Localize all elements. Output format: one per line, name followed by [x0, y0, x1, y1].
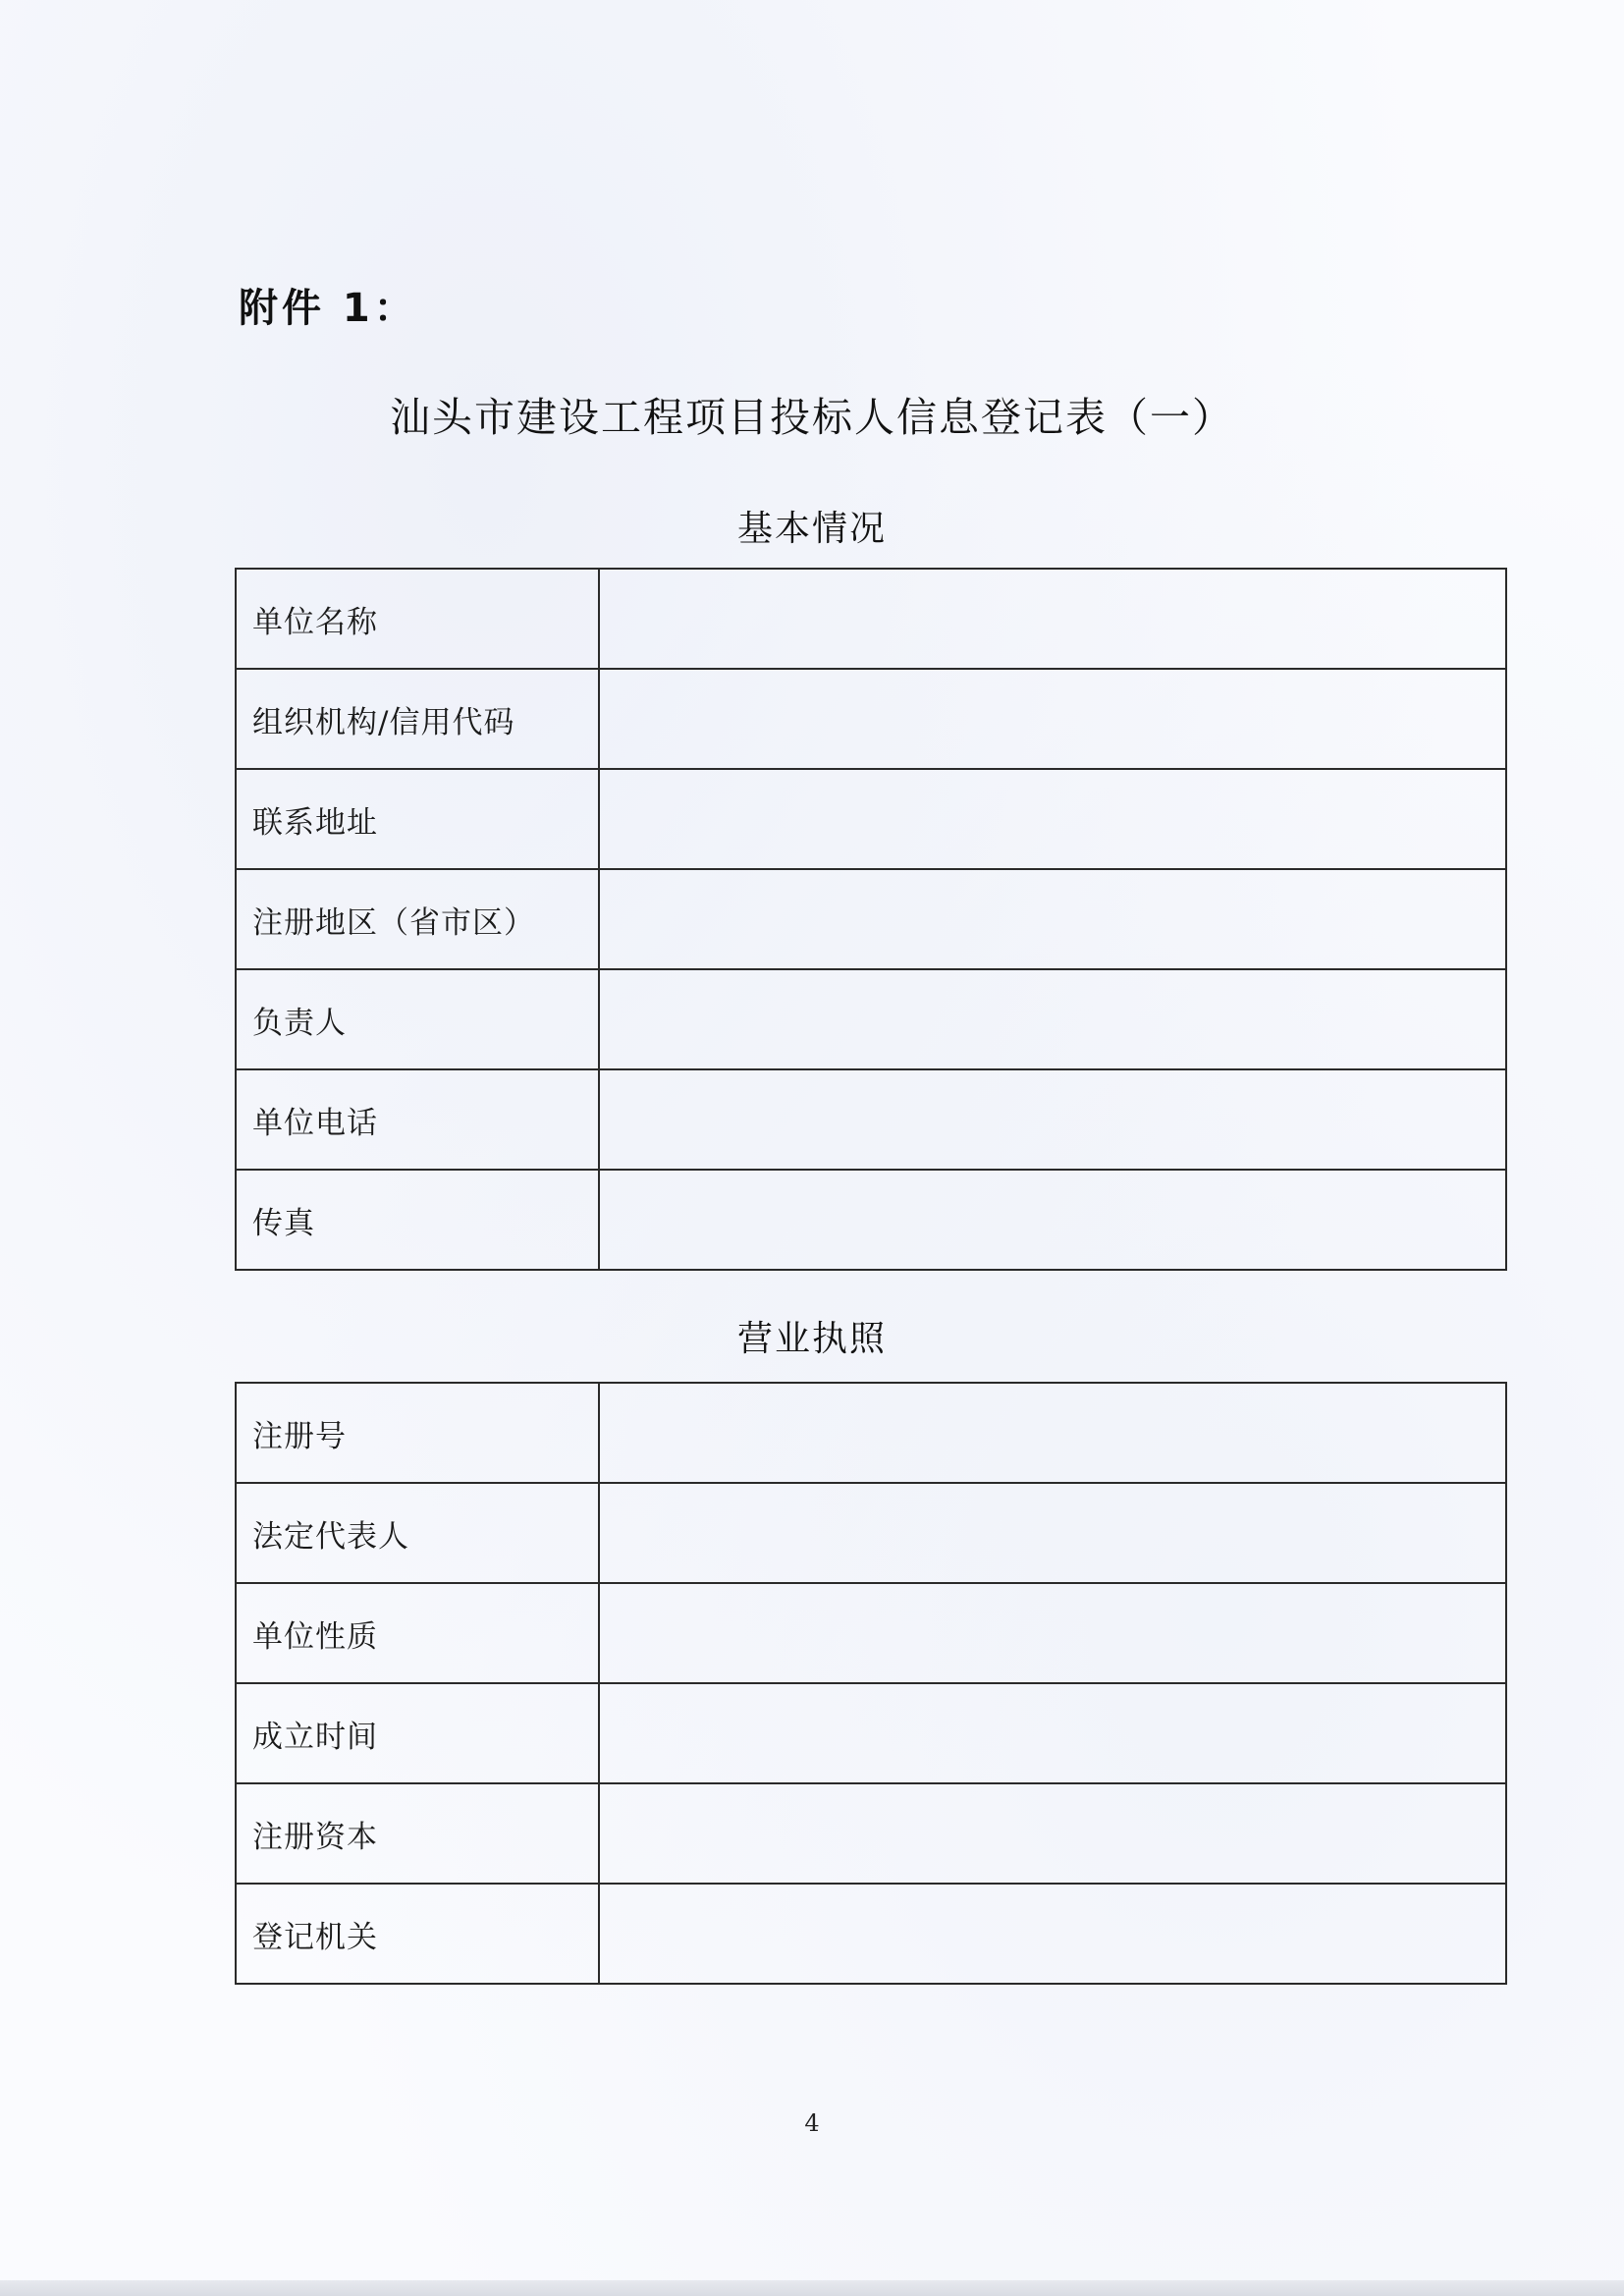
person-in-charge-field[interactable] [599, 969, 1506, 1069]
table-row [236, 669, 1506, 769]
table-row [236, 1069, 1506, 1170]
fax-field[interactable] [599, 1170, 1506, 1270]
unit-nature-field[interactable] [599, 1583, 1506, 1683]
row-label-org-code: 组织机构/信用代码 [236, 669, 599, 769]
row-label-registration-region: 注册地区（省市区） [236, 869, 599, 969]
table-row [236, 1583, 1506, 1683]
legal-representative-field[interactable] [599, 1483, 1506, 1583]
table-row [236, 1383, 1506, 1483]
table-row [236, 1483, 1506, 1583]
table-row [236, 1683, 1506, 1783]
page-number: 4 [804, 2109, 820, 2137]
table-row [236, 1884, 1506, 1984]
attachment-label: 附件 1： [239, 286, 417, 331]
row-label-fax: 传真 [236, 1170, 599, 1270]
row-label-unit-name: 单位名称 [236, 569, 599, 669]
establishment-date-field[interactable] [599, 1683, 1506, 1783]
contact-address-field[interactable] [599, 769, 1506, 869]
row-label-registration-number: 注册号 [236, 1383, 599, 1483]
table-row [236, 569, 1506, 669]
table-row [236, 769, 1506, 869]
org-code-field[interactable] [599, 669, 1506, 769]
row-label-establishment-date: 成立时间 [236, 1683, 599, 1783]
section-title-basic-info: 基本情况 [736, 509, 887, 549]
unit-name-field[interactable] [599, 569, 1506, 669]
row-label-person-in-charge: 负责人 [236, 969, 599, 1069]
table-row [236, 1783, 1506, 1884]
row-label-unit-phone: 单位电话 [236, 1069, 599, 1170]
row-label-unit-nature: 单位性质 [236, 1583, 599, 1683]
row-label-registration-authority: 登记机关 [236, 1884, 599, 1984]
table-row [236, 1170, 1506, 1270]
registration-region-field[interactable] [599, 869, 1506, 969]
table-row [236, 969, 1506, 1069]
basic-info-table [235, 568, 1507, 1271]
business-license-table [235, 1382, 1507, 1985]
table-row [236, 869, 1506, 969]
registration-number-field[interactable] [599, 1383, 1506, 1483]
section-title-business-license: 营业执照 [736, 1319, 887, 1359]
unit-phone-field[interactable] [599, 1069, 1506, 1170]
document-title: 汕头市建设工程项目投标人信息登记表（一） [390, 394, 1234, 441]
registered-capital-field[interactable] [599, 1783, 1506, 1884]
registration-authority-field[interactable] [599, 1884, 1506, 1984]
row-label-contact-address: 联系地址 [236, 769, 599, 869]
row-label-registered-capital: 注册资本 [236, 1783, 599, 1884]
scan-edge-divider [0, 2280, 1624, 2296]
row-label-legal-representative: 法定代表人 [236, 1483, 599, 1583]
